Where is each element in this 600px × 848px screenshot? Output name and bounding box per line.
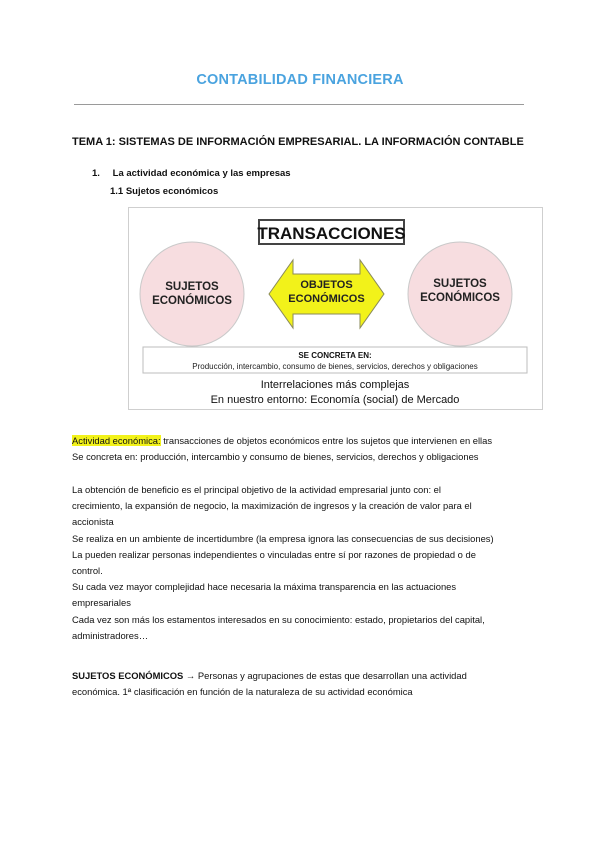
text-line: control.	[72, 565, 103, 577]
section-heading	[92, 168, 291, 179]
text-line: empresariales	[72, 597, 131, 609]
arrow-line1: OBJETOS	[300, 279, 353, 291]
right-circle-line2: ECONÓMICOS	[420, 292, 500, 304]
section-number: 1.	[92, 168, 100, 179]
left-circle-line2: ECONÓMICOS	[152, 295, 232, 307]
page-title: CONTABILIDAD FINANCIERA	[196, 72, 404, 88]
sujetos-text-line2: económica. 1ª clasificación en función de la naturaleza de su actividad económica	[72, 686, 413, 698]
sujetos-paragraph	[72, 668, 542, 684]
transacciones-label: TRANSACCIONES	[257, 224, 406, 243]
footer-line2: En nuestro entorno: Economía (social) de Mercado	[210, 394, 460, 406]
section-title: La actividad económica y las empresas	[112, 168, 291, 179]
topic-heading: TEMA 1: SISTEMAS DE INFORMACIÓN EMPRESARIAL. LA INFORMACIÓN CONTABLE	[72, 136, 524, 148]
sujetos-text-line1: → Personas y agrupaciones de estas que desarrollan una actividad	[183, 670, 467, 681]
transactions-diagram	[128, 207, 543, 410]
actividad-text: transacciones de objetos económicos entre los sujetos que intervienen en ellas	[160, 435, 493, 446]
footer-line1: Interrelaciones más complejas	[260, 379, 410, 391]
text-line: Cada vez son más los estamentos interesados en su conocimiento: estado, propietarios del capital,	[72, 613, 485, 625]
actividad-paragraph	[72, 433, 542, 449]
left-subjects-circle	[140, 242, 244, 346]
text-line: crecimiento, la expansión de negocio, la maximización de ingresos y la creación de valor para el	[72, 500, 472, 512]
left-circle-line1: SUJETOS	[165, 281, 219, 293]
text-line: La pueden realizar personas independientes o vinculadas entre sí por razones de propiedad o de	[72, 548, 476, 560]
concreta-text: Producción, intercambio, consumo de bienes, servicios, derechos y obligaciones	[192, 362, 478, 371]
subsection-heading: 1.1 Sujetos económicos	[110, 186, 219, 197]
text-line: Se realiza en un ambiente de incertidumbre (la empresa ignora las consecuencias de sus decisiones)	[72, 532, 494, 544]
concreta-paragraph: Se concreta en: producción, intercambio y consumo de bienes, servicios, derechos y obligaciones	[72, 451, 479, 463]
text-line: administradores…	[72, 629, 149, 641]
sujetos-block	[72, 668, 542, 700]
diagram-svg	[129, 208, 544, 411]
definition-block	[72, 433, 542, 465]
right-circle-line1: SUJETOS	[433, 278, 487, 290]
text-line: La obtención de beneficio es el principal objetivo de la actividad empresarial junto con: el	[72, 484, 441, 495]
text-line: Su cada vez mayor complejidad hace necesaria la máxima transparencia en las actuaciones	[72, 581, 457, 593]
sujetos-label: SUJETOS ECONÓMICOS	[72, 670, 184, 681]
concreta-title: SE CONCRETA EN:	[298, 351, 372, 360]
objectives-block	[72, 482, 542, 644]
arrow-line2: ECONÓMICOS	[288, 293, 365, 305]
text-line: accionista	[72, 516, 114, 528]
actividad-label: Actividad económica:	[72, 435, 161, 446]
title-divider	[74, 104, 524, 105]
